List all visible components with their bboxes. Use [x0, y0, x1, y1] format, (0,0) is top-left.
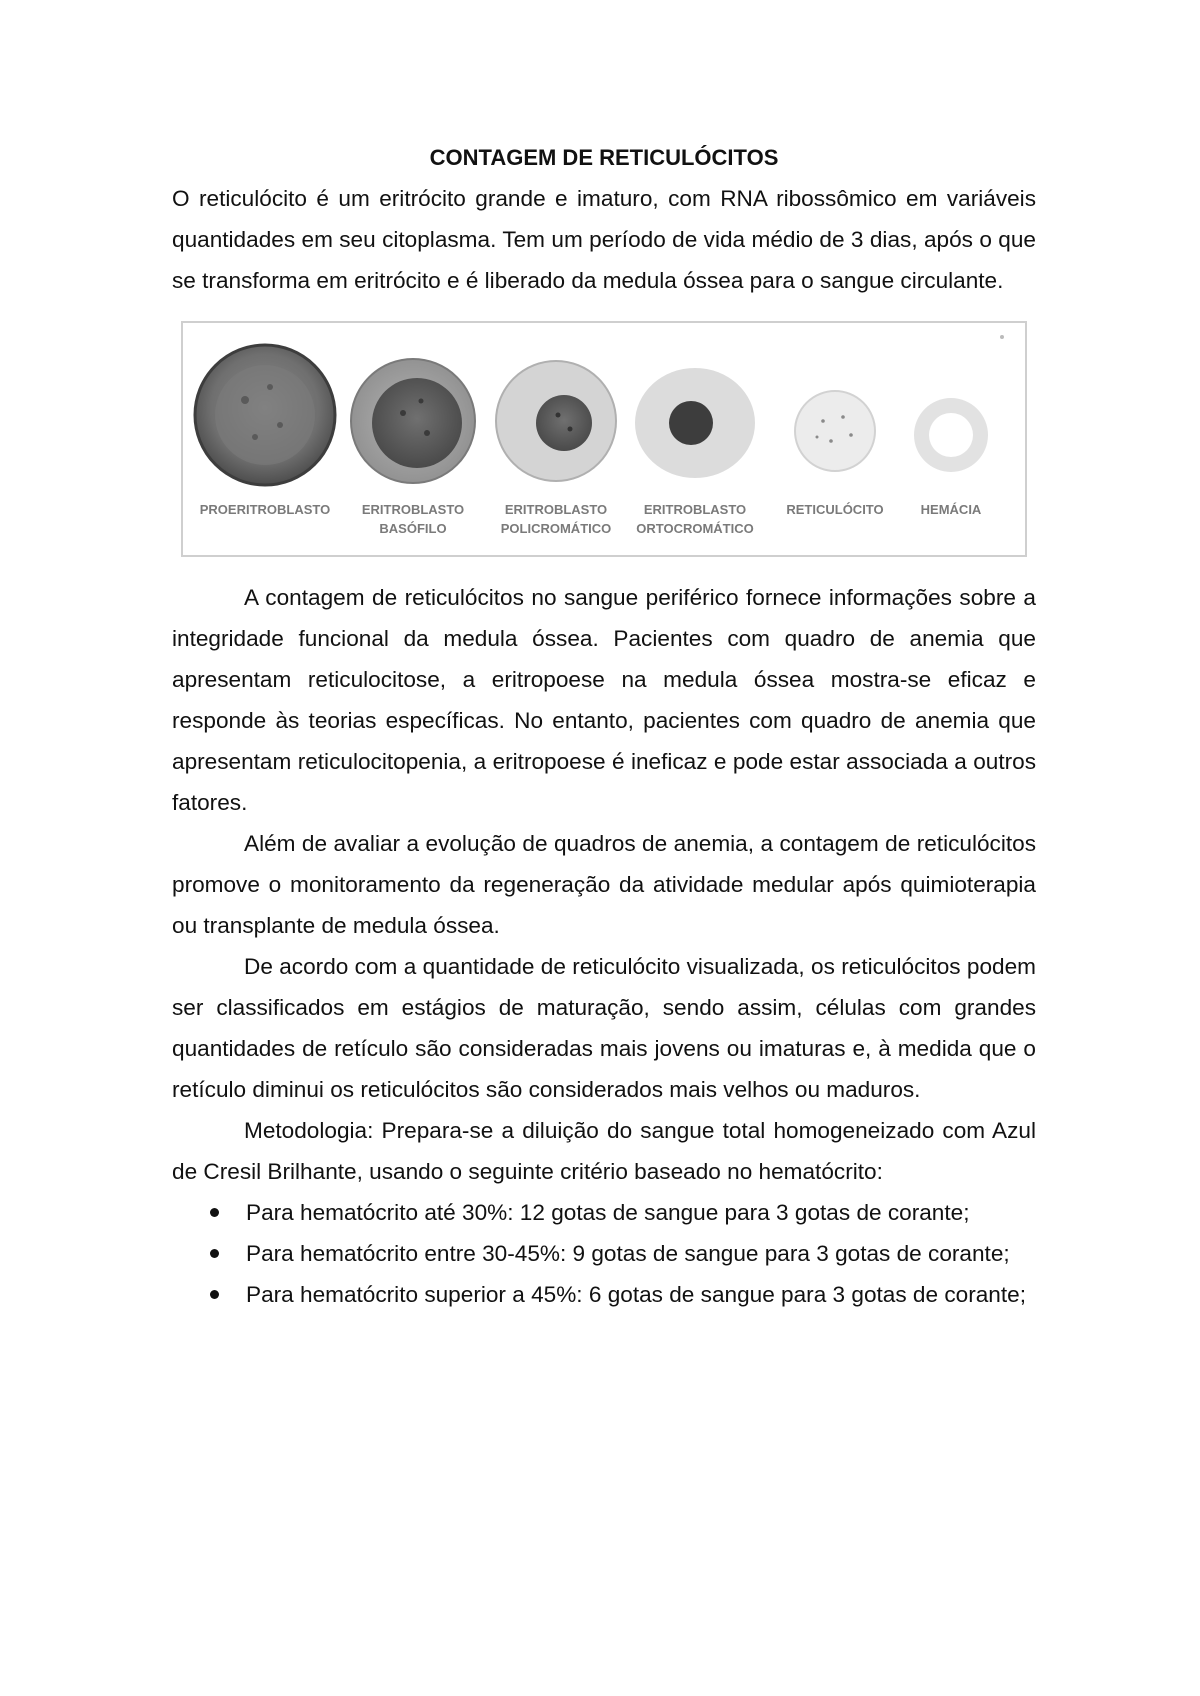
document-title: CONTAGEM DE RETICULÓCITOS	[429, 145, 779, 170]
list-item-text: Para hematócrito entre 30-45%: 9 gotas de sangue para 3 gotas de corante;	[246, 1241, 1010, 1266]
reticulocito-cell	[795, 391, 875, 471]
cell-maturation-illustration	[183, 323, 1025, 555]
label-eritroblasto-policromatico: ERITROBLASTO	[504, 502, 608, 517]
proeritroblasto-cell	[195, 345, 335, 485]
dilution-criteria-list	[172, 1192, 1036, 1315]
label-hemacia: HEMÁCIA	[920, 502, 982, 517]
paragraph-avaliacao: Além de avaliar a evolução de quadros de anemia, a contagem de reticulócitos promove o monitoramento da regeneração da atividade medular após quimioterapia ou transplante de medula óssea.	[172, 831, 1036, 938]
list-item	[172, 1192, 1036, 1233]
paragraph-intro: O reticulócito é um eritrócito grande e imaturo, com RNA ribossômico em variáveis quantidades em seu citoplasma. Tem um período de vida médio de 3 dias, após o que se transforma em eritrócito e é liberado da medula óssea para o sangue circulante.	[172, 186, 1036, 293]
bullet-icon	[210, 1290, 219, 1299]
eritroblasto-ortocromatico-cell	[635, 368, 755, 478]
hemacia-cell	[914, 398, 988, 472]
label-eritroblasto-ortocromatico: ERITROBLASTO	[643, 502, 747, 517]
label-reticulocito: RETICULÓCITO	[786, 502, 884, 517]
label-eritroblasto-policromatico-sub: POLICROMÁTICO	[500, 521, 612, 536]
corner-mark	[1000, 335, 1004, 339]
document-page	[172, 138, 1036, 1315]
paragraph-metodologia: Metodologia: Prepara-se a diluição do sangue total homogeneizado com Azul de Cresil Brilhante, usando o seguinte critério baseado no hematócrito:	[172, 1118, 1036, 1184]
label-eritroblasto-basofilo: ERITROBLASTO	[361, 502, 465, 517]
list-item-text: Para hematócrito superior a 45%: 6 gotas de sangue para 3 gotas de corante;	[246, 1282, 1026, 1307]
bullet-icon	[210, 1249, 219, 1258]
list-item	[172, 1274, 1036, 1315]
list-item	[172, 1233, 1036, 1274]
paragraph-contagem: A contagem de reticulócitos no sangue periférico fornece informações sobre a integridade funcional da medula óssea. Pacientes com quadro de anemia que apresentam reticulocitose, a eritropoese na medula óssea mostra-se eficaz e responde às teorias específicas. No entanto, pacientes com quadro de anemia que apresentam reticulocitopenia, a eritropoese é ineficaz e pode estar associada a outros fatores.	[172, 585, 1036, 815]
bullet-icon	[210, 1208, 219, 1217]
paragraph-classificacao: De acordo com a quantidade de reticulócito visualizada, os reticulócitos podem ser classificados em estágios de maturação, sendo assim, células com grandes quantidades de retículo são consideradas mais jovens ou imaturas e, à medida que o retículo diminui os reticulócitos são considerados mais velhos ou maduros.	[172, 954, 1036, 1102]
eritroblasto-policromatico-cell	[496, 361, 616, 481]
label-proeritroblasto: PROERITROBLASTO	[199, 502, 331, 517]
cell-maturation-figure	[181, 321, 1027, 557]
label-eritroblasto-basofilo-sub: BASÓFILO	[379, 521, 447, 536]
eritroblasto-basofilo-cell	[351, 359, 475, 483]
list-item-text: Para hematócrito até 30%: 12 gotas de sangue para 3 gotas de corante;	[246, 1200, 970, 1225]
label-eritroblasto-ortocromatico-sub: ORTOCROMÁTICO	[636, 521, 754, 536]
